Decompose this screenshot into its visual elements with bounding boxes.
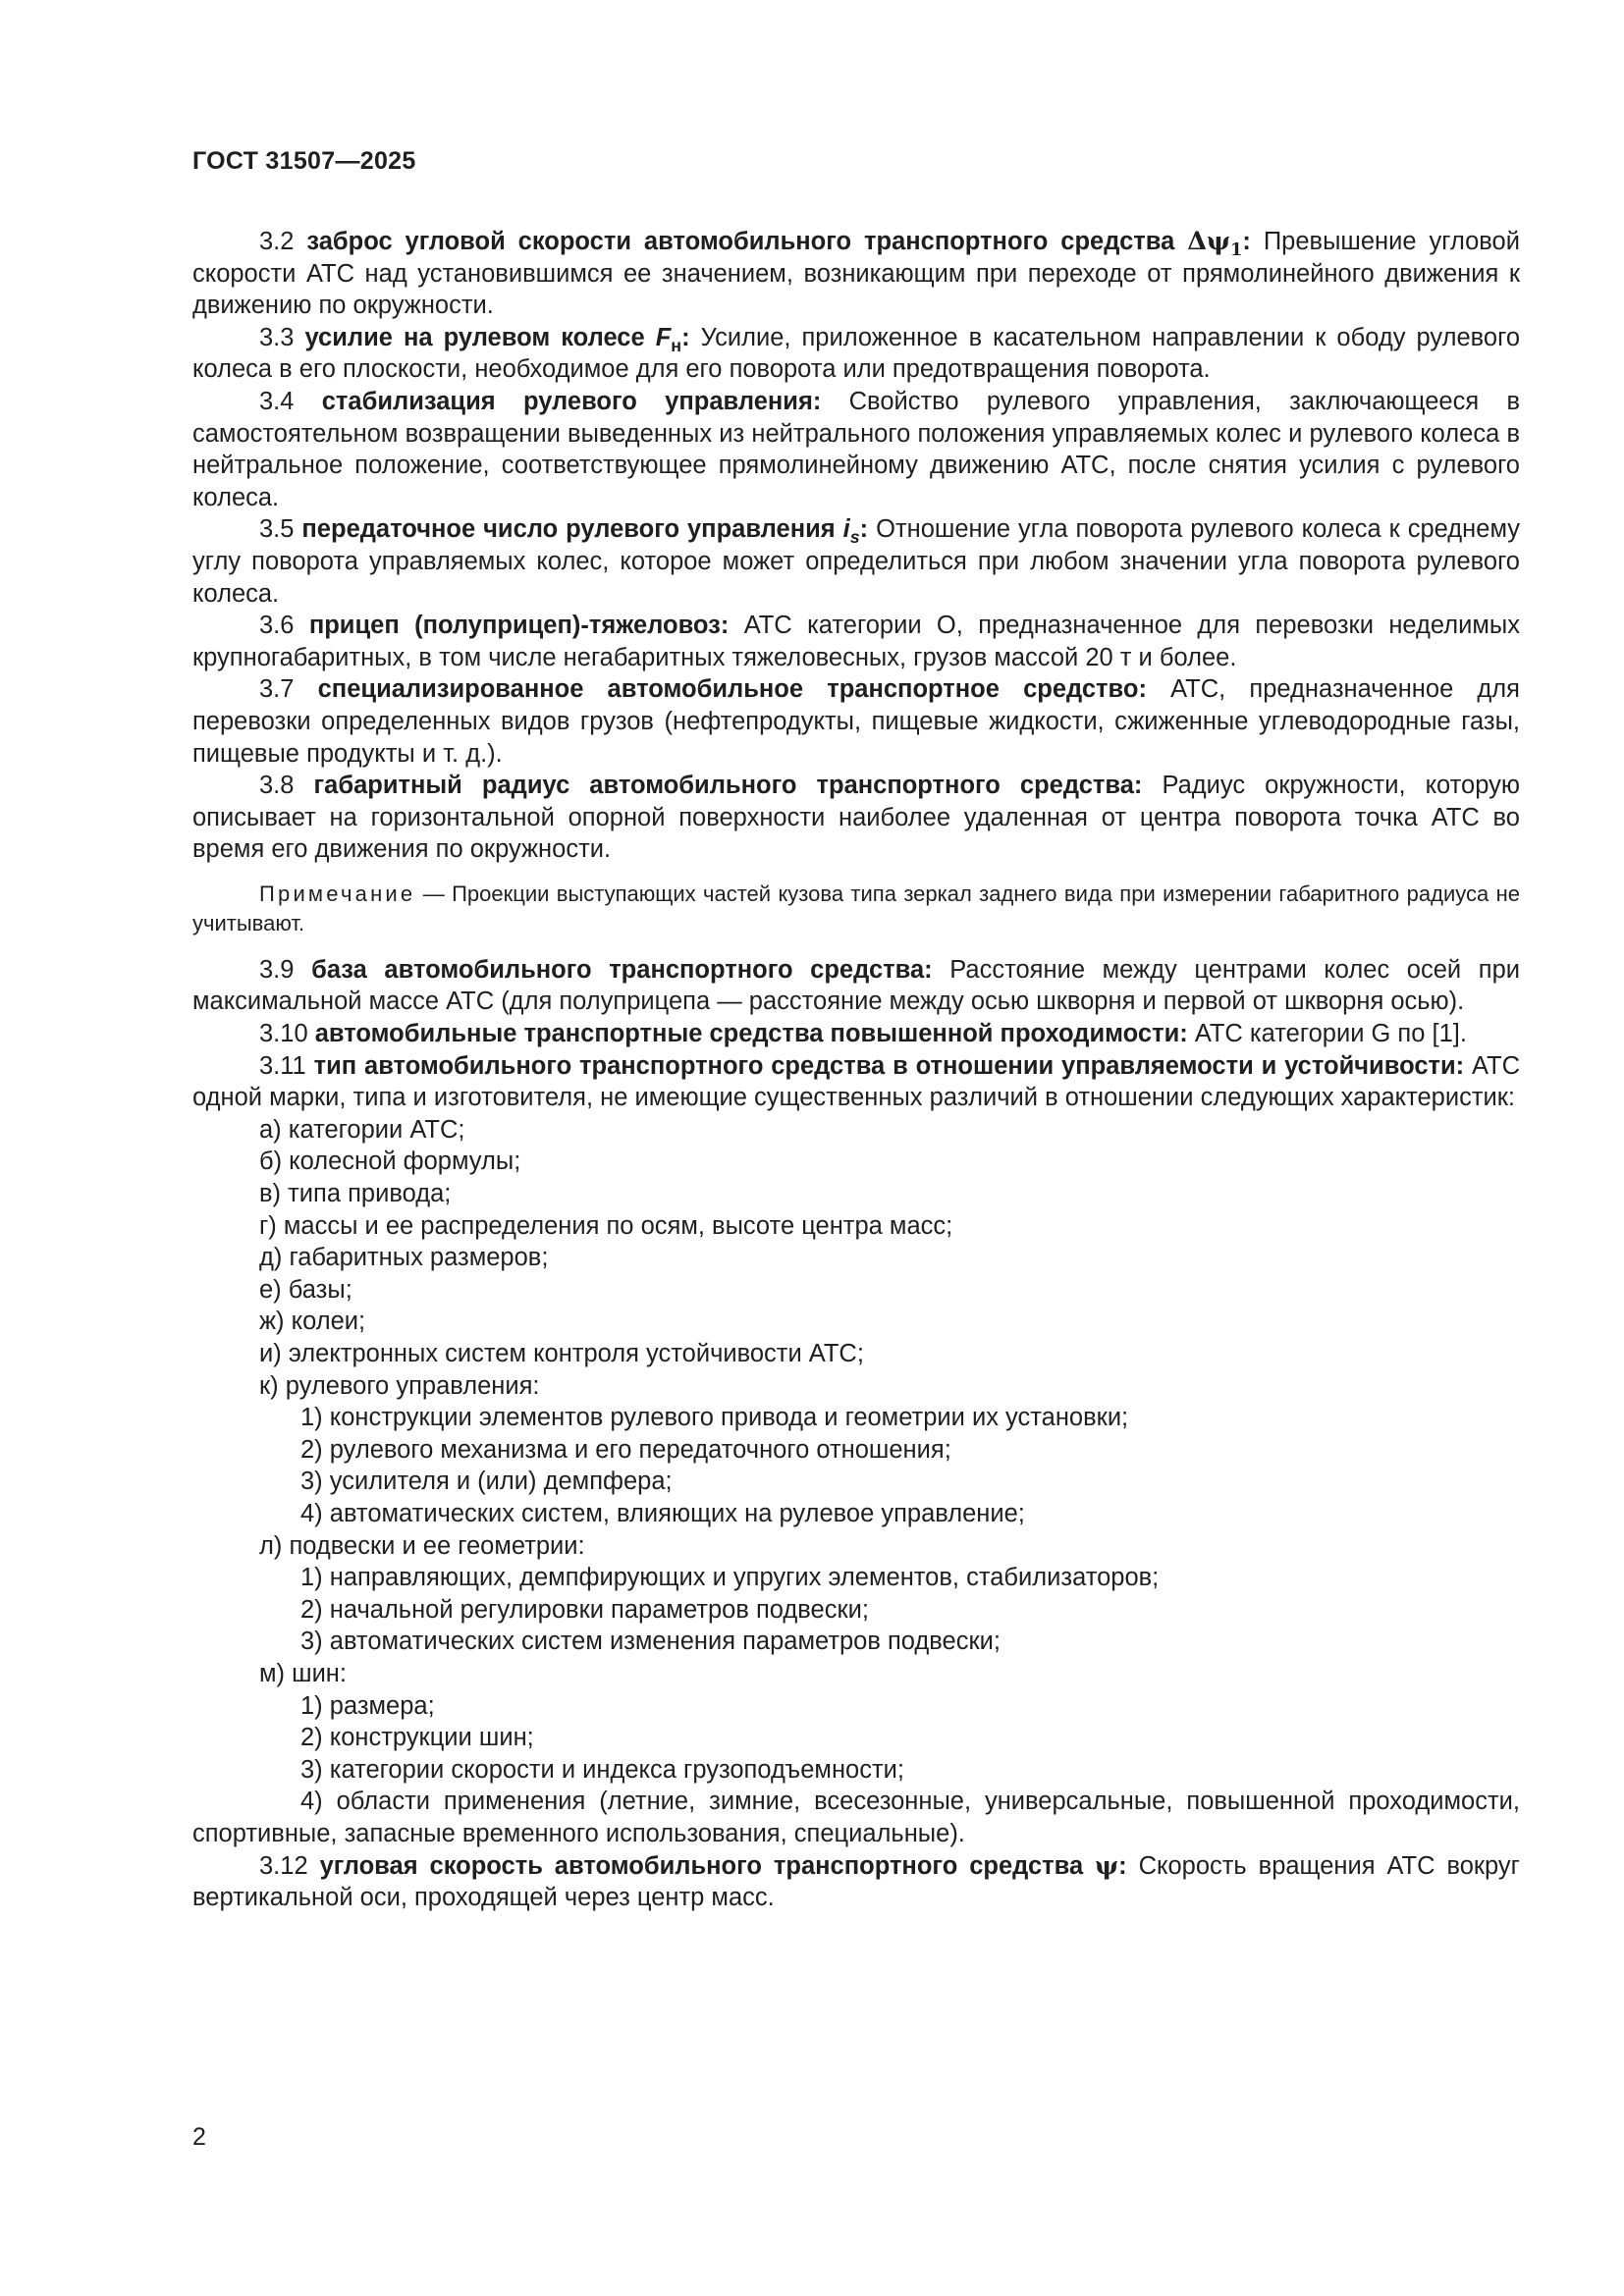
term-3-7: 3.7 специализированное автомобильное транспортное средство: АТС, предназначенное для перевозки определенных видов грузов (нефтепродукты, пищевые жидкости, сжиженные углеводородные газы, пищевые продукты и т. д.). — [192, 675, 1520, 768]
list-item: б) колесной формулы; — [259, 1148, 521, 1176]
note-label: Примечание — [259, 881, 416, 906]
sub-list-item: 1) конструкции элементов рулевого привода и геометрии их установки; — [300, 1404, 1129, 1432]
list-item: г) массы и ее распределения по осям, высоте центра масс; — [259, 1211, 953, 1240]
sub-list-item: 1) размера; — [300, 1691, 435, 1720]
term-3-11: 3.11 тип автомобильного транспортного средства в отношении управляемости и устойчивости: АТС одной марки, типа и изготовителя, не имеющие существенных различий в отношении следующих характеристик: — [192, 1051, 1521, 1112]
sub-list-item: 4) автоматических систем, влияющих на рулевое управление; — [300, 1499, 1025, 1527]
list-item: л) подвески и ее геометрии: — [259, 1531, 585, 1560]
list-item: а) категории АТС; — [259, 1115, 465, 1144]
term-3-9: 3.9 база автомобильного транспортного средства: Расстояние между центрами колес осей при максимальной массе АТС (для полуприцепа — расстояние между осью шкворня и первой от шкворня осью). — [192, 955, 1520, 1016]
list-item: д) габаритных размеров; — [259, 1244, 549, 1272]
sub-list-item: 4) области применения (летние, зимние, всесезонные, универсальные, повышенной проходимости, спортивные, запасные временного использования, специальные). — [192, 1788, 1520, 1847]
sub-list-item: 2) рулевого механизма и его передаточного отношения; — [300, 1435, 951, 1464]
term-3-5: 3.5 передаточное число рулевого управления $i_s$: Отношение угла поворота рулевого колеса к среднему углу поворота управляемых колес, которое может определиться при любом значении угла поворота рулевого колеса. — [192, 515, 1521, 608]
term-3-2: 3.2 заброс угловой скорости автомобильного транспортного средства $\Delta\psi_1$: Превышение угловой скорости АТС над установившимся ее значением, возникающим при переходе от прямолинейного движения к движению по окружности. — [192, 227, 1520, 320]
term-3-4: 3.4 стабилизация рулевого управления: Свойство рулевого управления, заключающееся в самостоятельном возвращении выведенных из нейтрального положения управляемых колес и рулевого колеса в нейтральное положение, соответствующее прямолинейному движению АТС, после снятия усилия с рулевого колеса. — [192, 387, 1520, 511]
note — [192, 880, 1520, 938]
sub-list-item: 3) категории скорости и индекса грузоподъемности; — [300, 1755, 904, 1784]
page-number: 2 — [192, 2123, 206, 2151]
sub-list-item: 2) начальной регулировки параметров подвески; — [300, 1595, 869, 1624]
term-3-3: 3.3 усилие на рулевом колесе $F_н$: Усилие, приложенное в касательном направлении к ободу рулевого колеса в его плоскости, необходимое для его поворота или предотвращения поворота. — [192, 323, 1520, 384]
note-text: — Проекции выступающих частей кузова типа зеркал заднего вида при измерении габаритного радиуса не учитывают. — [192, 881, 1520, 935]
document-body — [192, 226, 1520, 1914]
sub-list-item: 3) усилителя и (или) демпфера; — [300, 1468, 673, 1496]
list-item: е) базы; — [259, 1275, 352, 1304]
term-3-6: 3.6 прицеп (полуприцеп)-тяжеловоз: АТС категории О, предназначенное для перевозки неделимых крупногабаритных, в том числе негабаритных тяжеловесных, грузов массой 20 т и более. — [192, 612, 1520, 671]
document-header: ГОСТ 31507—2025 — [192, 147, 416, 175]
list-item: ж) колеи; — [259, 1308, 366, 1336]
sub-list-item: 3) автоматических систем изменения параметров подвески; — [300, 1628, 1001, 1656]
list-item: и) электронных систем контроля устойчивости АТС; — [259, 1340, 864, 1367]
term-3-8: 3.8 габаритный радиус автомобильного транспортного средства: Радиус окружности, которую описывает на горизонтальной опорной поверхности наиболее удаленная от центра поворота точка АТС во время его движения по окружности. — [192, 772, 1520, 864]
list-item: к) рулевого управления: — [259, 1371, 540, 1400]
term-3-10: 3.10 автомобильные транспортные средства повышенной проходимости: АТС категории G по [1]. — [259, 1020, 1467, 1048]
sub-list-item: 1) направляющих, демпфирующих и упругих элементов, стабилизаторов; — [300, 1564, 1160, 1592]
term-3-12: 3.12 угловая скорость автомобильного транспортного средства ψ: Скорость вращения АТС вокруг вертикальной оси, проходящей через центр масс. — [192, 1850, 1520, 1912]
sub-list-item: 2) конструкции шин; — [300, 1724, 534, 1752]
list-item: в) типа привода; — [259, 1180, 452, 1208]
list-item: м) шин: — [259, 1659, 347, 1687]
